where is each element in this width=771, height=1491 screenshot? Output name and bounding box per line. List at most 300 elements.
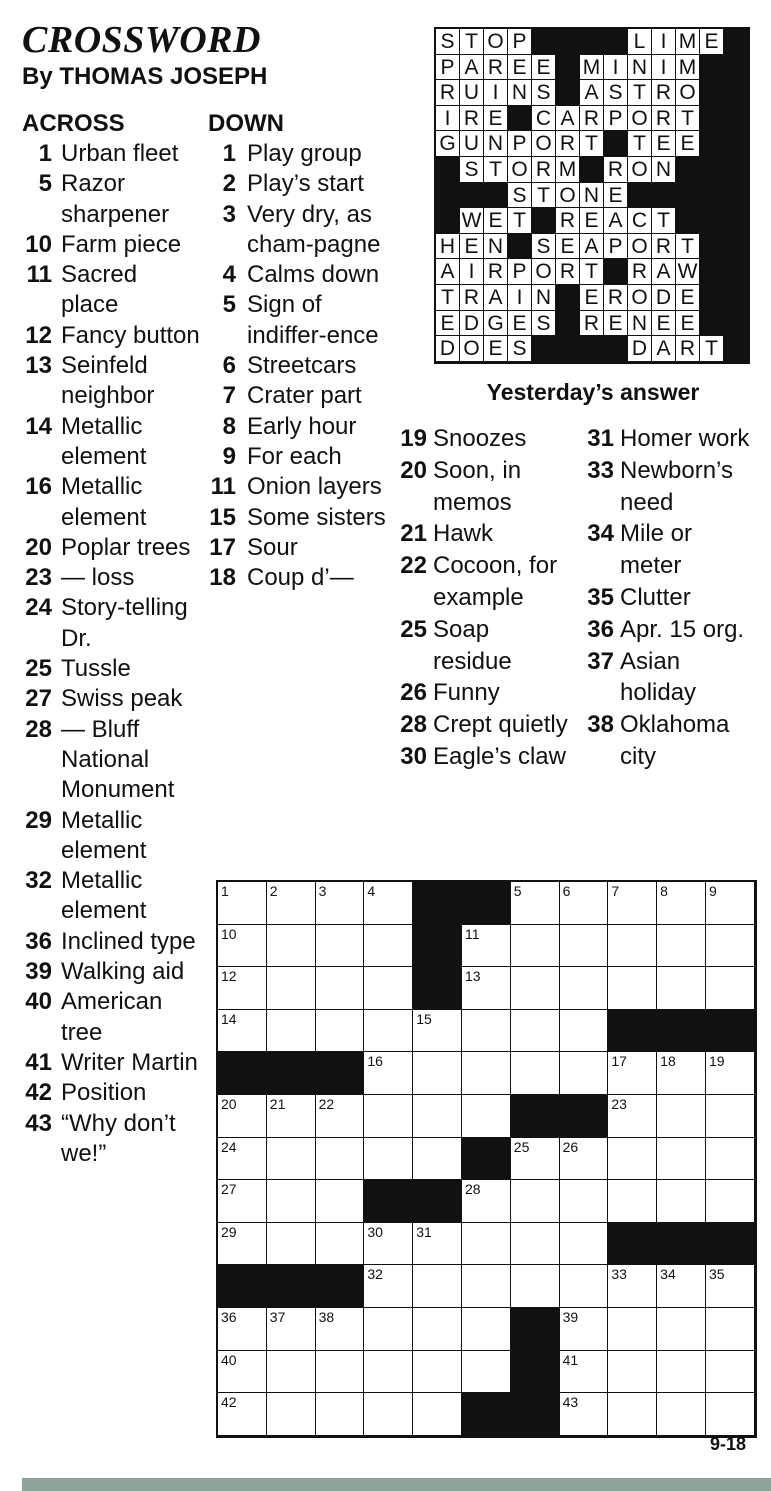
grid-cell[interactable] bbox=[267, 1095, 316, 1138]
grid-cell[interactable] bbox=[316, 1010, 365, 1053]
clue-number: 15 bbox=[209, 503, 236, 531]
grid-cell[interactable] bbox=[608, 882, 657, 925]
grid-cell[interactable] bbox=[218, 1223, 267, 1266]
answer-block-cell bbox=[724, 285, 748, 311]
answer-block-cell bbox=[700, 259, 724, 285]
grid-cell[interactable] bbox=[706, 1265, 755, 1308]
grid-cell[interactable] bbox=[364, 882, 413, 925]
grid-cell[interactable] bbox=[364, 1308, 413, 1351]
clue-number: 6 bbox=[222, 352, 236, 380]
grid-cell[interactable] bbox=[608, 1393, 657, 1436]
answer-letter-cell: O bbox=[628, 285, 652, 311]
clue-item bbox=[580, 614, 760, 646]
answer-letter-cell: T bbox=[700, 336, 724, 362]
clue-item bbox=[208, 533, 388, 563]
answer-block-cell bbox=[700, 157, 724, 183]
grid-cell[interactable] bbox=[267, 1223, 316, 1266]
clue-item bbox=[208, 200, 388, 261]
answer-letter-cell: D bbox=[628, 336, 652, 362]
clue-item bbox=[580, 518, 760, 582]
clue-item bbox=[208, 290, 388, 351]
down-clue-list-continued-2 bbox=[580, 423, 760, 773]
clue-number: 1 bbox=[38, 140, 52, 167]
answer-letter-cell: T bbox=[628, 131, 652, 157]
grid-cell[interactable] bbox=[560, 1052, 609, 1095]
answer-block-cell bbox=[700, 55, 724, 81]
grid-cell[interactable] bbox=[267, 882, 316, 925]
cell-number: 42 bbox=[221, 1394, 237, 1411]
clue-text: Very dry, as cham-pagne bbox=[247, 200, 381, 258]
grid-cell[interactable] bbox=[657, 1180, 706, 1223]
answer-block-cell bbox=[460, 183, 484, 209]
grid-cell[interactable] bbox=[462, 1095, 511, 1138]
clue-number: 3 bbox=[222, 200, 236, 228]
clue-text: Walking aid bbox=[61, 958, 185, 986]
clue-text: Eagle’s claw bbox=[433, 742, 566, 770]
grid-cell[interactable] bbox=[608, 1265, 657, 1308]
grid-cell[interactable] bbox=[267, 1010, 316, 1053]
grid-cell[interactable] bbox=[608, 1351, 657, 1394]
answer-letter-cell: O bbox=[676, 80, 700, 106]
cell-number: 18 bbox=[660, 1053, 676, 1070]
grid-cell[interactable] bbox=[267, 1180, 316, 1223]
grid-cell[interactable] bbox=[706, 1180, 755, 1223]
answer-letter-cell: N bbox=[628, 55, 652, 81]
answer-letter-cell: E bbox=[652, 311, 676, 337]
clue-number: 19 bbox=[400, 425, 427, 452]
clue-text: Tussle bbox=[61, 655, 131, 683]
answer-letter-cell: D bbox=[652, 285, 676, 311]
grid-cell[interactable] bbox=[462, 1010, 511, 1053]
answer-letter-cell: A bbox=[484, 285, 508, 311]
grid-cell[interactable] bbox=[316, 1223, 365, 1266]
grid-cell[interactable] bbox=[511, 1052, 560, 1095]
clue-number: 5 bbox=[38, 170, 52, 198]
grid-cell[interactable] bbox=[657, 1095, 706, 1138]
answer-letter-cell: D bbox=[460, 311, 484, 337]
grid-cell[interactable] bbox=[364, 967, 413, 1010]
answer-letter-cell: A bbox=[604, 208, 628, 234]
answer-letter-cell: W bbox=[676, 259, 700, 285]
grid-cell[interactable] bbox=[316, 1393, 365, 1436]
clue-item bbox=[22, 715, 200, 806]
grid-block-cell bbox=[511, 1308, 560, 1351]
grid-cell[interactable] bbox=[218, 1308, 267, 1351]
date-code: 9-18 bbox=[709, 1434, 746, 1454]
grid-cell[interactable] bbox=[657, 1393, 706, 1436]
clue-number: 7 bbox=[222, 382, 236, 410]
grid-cell[interactable] bbox=[560, 882, 609, 925]
answer-letter-cell: L bbox=[628, 29, 652, 55]
grid-cell[interactable] bbox=[560, 925, 609, 968]
clue-text: Streetcars bbox=[247, 352, 357, 380]
grid-cell[interactable] bbox=[218, 1095, 267, 1138]
grid-cell[interactable] bbox=[608, 1180, 657, 1223]
clue-text: Sour bbox=[247, 533, 298, 561]
grid-cell[interactable] bbox=[218, 967, 267, 1010]
grid-cell[interactable] bbox=[462, 925, 511, 968]
grid-cell[interactable] bbox=[413, 1052, 462, 1095]
clue-text: Metallic element bbox=[61, 473, 147, 531]
grid-cell[interactable] bbox=[462, 1351, 511, 1394]
cell-number: 11 bbox=[464, 925, 480, 942]
grid-cell[interactable] bbox=[218, 1010, 267, 1053]
answer-letter-cell: R bbox=[604, 285, 628, 311]
grid-cell[interactable] bbox=[706, 1052, 755, 1095]
answer-letter-cell: W bbox=[460, 208, 484, 234]
answer-letter-cell: T bbox=[676, 234, 700, 260]
clue-number: 4 bbox=[222, 261, 236, 289]
clue-number: 37 bbox=[587, 647, 614, 675]
answer-letter-cell: R bbox=[580, 106, 604, 132]
grid-cell[interactable] bbox=[706, 1393, 755, 1436]
cell-number: 30 bbox=[367, 1223, 383, 1240]
grid-cell[interactable] bbox=[218, 925, 267, 968]
grid-cell[interactable] bbox=[364, 1393, 413, 1436]
answer-letter-cell: N bbox=[508, 80, 532, 106]
answer-block-cell bbox=[484, 183, 508, 209]
grid-cell[interactable] bbox=[657, 925, 706, 968]
grid-cell[interactable] bbox=[218, 1351, 267, 1394]
clue-number: 23 bbox=[25, 564, 52, 592]
answer-letter-cell: A bbox=[460, 55, 484, 81]
grid-cell[interactable] bbox=[316, 925, 365, 968]
clue-text: Swiss peak bbox=[61, 685, 183, 713]
answer-letter-cell: O bbox=[628, 106, 652, 132]
grid-block-cell bbox=[560, 1095, 609, 1138]
grid-cell[interactable] bbox=[511, 1180, 560, 1223]
grid-cell[interactable] bbox=[316, 1308, 365, 1351]
grid-cell[interactable] bbox=[413, 1223, 462, 1266]
answer-letter-cell: E bbox=[484, 106, 508, 132]
grid-cell[interactable] bbox=[218, 1393, 267, 1436]
answer-block-cell bbox=[532, 29, 556, 55]
answer-block-cell bbox=[556, 55, 580, 81]
answer-block-cell bbox=[580, 157, 604, 183]
answer-letter-cell: I bbox=[604, 55, 628, 81]
answer-block-cell bbox=[724, 336, 748, 362]
clue-item bbox=[22, 806, 200, 867]
clue-item bbox=[22, 1078, 200, 1108]
answer-letter-cell: R bbox=[628, 259, 652, 285]
grid-cell[interactable] bbox=[706, 1095, 755, 1138]
answer-letter-cell: N bbox=[532, 285, 556, 311]
clue-text: Sacred place bbox=[61, 261, 138, 319]
answer-letter-cell: O bbox=[532, 259, 556, 285]
grid-cell[interactable] bbox=[608, 1095, 657, 1138]
grid-cell[interactable] bbox=[267, 1351, 316, 1394]
answer-letter-cell: T bbox=[460, 29, 484, 55]
clue-item bbox=[22, 654, 200, 684]
answer-letter-cell: E bbox=[460, 234, 484, 260]
grid-cell[interactable] bbox=[462, 1180, 511, 1223]
clue-item bbox=[22, 230, 200, 260]
yesterdays-answer-grid bbox=[434, 27, 750, 364]
grid-cell[interactable] bbox=[267, 1308, 316, 1351]
answer-block-cell bbox=[676, 208, 700, 234]
answer-block-cell bbox=[724, 183, 748, 209]
grid-cell[interactable] bbox=[608, 925, 657, 968]
clue-item bbox=[393, 741, 573, 773]
answer-letter-cell: O bbox=[628, 157, 652, 183]
grid-cell[interactable] bbox=[560, 1010, 609, 1053]
answer-letter-cell: O bbox=[532, 131, 556, 157]
clue-number: 13 bbox=[25, 352, 52, 380]
grid-cell[interactable] bbox=[462, 1265, 511, 1308]
clue-number: 28 bbox=[400, 711, 427, 739]
answer-letter-cell: M bbox=[580, 55, 604, 81]
grid-cell[interactable] bbox=[511, 1138, 560, 1181]
grid-cell[interactable] bbox=[316, 1351, 365, 1394]
answer-letter-cell: T bbox=[484, 157, 508, 183]
clue-number: 10 bbox=[25, 230, 52, 258]
answer-letter-cell: T bbox=[508, 208, 532, 234]
cell-number: 12 bbox=[221, 968, 237, 985]
answer-block-cell bbox=[604, 131, 628, 157]
clue-number: 42 bbox=[25, 1079, 52, 1107]
grid-cell[interactable] bbox=[413, 1095, 462, 1138]
answer-block-cell bbox=[580, 336, 604, 362]
cell-number: 35 bbox=[708, 1266, 725, 1283]
clue-text: Some sisters bbox=[247, 503, 386, 531]
grid-cell[interactable] bbox=[511, 1223, 560, 1266]
grid-cell[interactable] bbox=[364, 1095, 413, 1138]
cell-number: 9 bbox=[708, 883, 717, 899]
answer-letter-cell: S bbox=[532, 234, 556, 260]
clue-item bbox=[580, 455, 760, 519]
grid-cell[interactable] bbox=[608, 1052, 657, 1095]
answer-letter-cell: R bbox=[460, 285, 484, 311]
cell-number: 6 bbox=[562, 883, 571, 899]
cell-number: 28 bbox=[464, 1181, 481, 1198]
grid-cell[interactable] bbox=[511, 925, 560, 968]
grid-cell[interactable] bbox=[364, 1351, 413, 1394]
grid-cell[interactable] bbox=[413, 1138, 462, 1181]
footer-bar bbox=[22, 1478, 771, 1491]
page-title: CROSSWORD bbox=[22, 19, 261, 61]
grid-cell[interactable] bbox=[511, 882, 560, 925]
clue-text: Newborn’s need bbox=[620, 456, 733, 516]
clue-item bbox=[208, 139, 388, 169]
answer-letter-cell: R bbox=[652, 80, 676, 106]
yesterdays-answer-caption: Yesterday’s answer bbox=[486, 379, 700, 405]
grid-cell[interactable] bbox=[560, 1138, 609, 1181]
clue-item bbox=[580, 423, 760, 455]
answer-letter-cell: T bbox=[676, 106, 700, 132]
grid-cell[interactable] bbox=[560, 1180, 609, 1223]
grid-cell[interactable] bbox=[608, 1308, 657, 1351]
answer-letter-cell: R bbox=[676, 336, 700, 362]
grid-cell[interactable] bbox=[560, 1223, 609, 1266]
grid-cell[interactable] bbox=[560, 967, 609, 1010]
grid-cell[interactable] bbox=[267, 925, 316, 968]
clue-text: Play group bbox=[247, 140, 362, 167]
clue-text: Soap residue bbox=[433, 615, 512, 675]
cell-number: 13 bbox=[464, 968, 481, 985]
answer-letter-cell: M bbox=[676, 29, 700, 55]
answer-letter-cell: U bbox=[460, 131, 484, 157]
grid-cell[interactable] bbox=[706, 1308, 755, 1351]
grid-block-cell bbox=[413, 925, 462, 968]
grid-cell[interactable] bbox=[462, 1308, 511, 1351]
clue-item bbox=[208, 381, 388, 411]
clue-text: Crater part bbox=[247, 382, 362, 410]
grid-cell[interactable] bbox=[560, 1265, 609, 1308]
clue-number: 24 bbox=[25, 594, 52, 622]
clue-number: 16 bbox=[25, 473, 52, 501]
grid-cell[interactable] bbox=[706, 967, 755, 1010]
answer-block-cell bbox=[700, 80, 724, 106]
answer-block-cell bbox=[700, 285, 724, 311]
grid-cell[interactable] bbox=[364, 1265, 413, 1308]
answer-letter-cell: E bbox=[580, 285, 604, 311]
grid-cell[interactable] bbox=[462, 1223, 511, 1266]
clue-number: 21 bbox=[400, 520, 427, 548]
down-heading: DOWN bbox=[208, 110, 284, 137]
clue-number: 30 bbox=[400, 742, 427, 770]
clue-number: 36 bbox=[587, 615, 614, 643]
clue-item bbox=[22, 412, 200, 473]
answer-letter-cell: E bbox=[484, 208, 508, 234]
answer-letter-cell: O bbox=[484, 29, 508, 55]
clue-number: 12 bbox=[25, 321, 52, 349]
cell-number: 2 bbox=[269, 883, 278, 899]
answer-letter-cell: E bbox=[580, 208, 604, 234]
answer-block-cell bbox=[724, 106, 748, 132]
grid-cell[interactable] bbox=[316, 1138, 365, 1181]
grid-cell[interactable] bbox=[657, 1308, 706, 1351]
answer-block-cell bbox=[628, 183, 652, 209]
answer-letter-cell: A bbox=[436, 259, 460, 285]
grid-cell[interactable] bbox=[657, 882, 706, 925]
grid-cell[interactable] bbox=[364, 1223, 413, 1266]
clue-text: Early hour bbox=[247, 412, 357, 440]
grid-cell[interactable] bbox=[413, 1265, 462, 1308]
answer-letter-cell: O bbox=[460, 336, 484, 362]
grid-cell[interactable] bbox=[413, 1393, 462, 1436]
cell-number: 3 bbox=[318, 883, 327, 899]
grid-cell[interactable] bbox=[316, 967, 365, 1010]
cell-number: 31 bbox=[416, 1223, 432, 1240]
clue-number: 20 bbox=[25, 533, 52, 561]
answer-letter-cell: G bbox=[484, 311, 508, 337]
answer-block-cell bbox=[700, 183, 724, 209]
cell-number: 25 bbox=[513, 1138, 530, 1155]
clue-text: Sign of indiffer-ence bbox=[247, 291, 379, 349]
answer-block-cell bbox=[556, 311, 580, 337]
grid-cell[interactable] bbox=[511, 967, 560, 1010]
grid-cell[interactable] bbox=[657, 1052, 706, 1095]
grid-cell[interactable] bbox=[706, 882, 755, 925]
grid-cell[interactable] bbox=[267, 1138, 316, 1181]
cell-number: 29 bbox=[221, 1223, 237, 1240]
clue-item bbox=[22, 260, 200, 321]
clue-item bbox=[22, 987, 200, 1048]
clue-item bbox=[208, 169, 388, 199]
cell-number: 14 bbox=[221, 1010, 237, 1027]
grid-cell[interactable] bbox=[218, 882, 267, 925]
grid-cell[interactable] bbox=[560, 1393, 609, 1436]
grid-cell[interactable] bbox=[413, 1308, 462, 1351]
grid-cell[interactable] bbox=[608, 967, 657, 1010]
grid-cell[interactable] bbox=[657, 1351, 706, 1394]
grid-cell[interactable] bbox=[316, 1095, 365, 1138]
grid-cell[interactable] bbox=[511, 1265, 560, 1308]
answer-letter-cell: I bbox=[484, 80, 508, 106]
cell-number: 15 bbox=[416, 1010, 432, 1027]
answer-letter-cell: E bbox=[556, 234, 580, 260]
grid-block-cell bbox=[706, 1223, 755, 1266]
answer-block-cell bbox=[532, 336, 556, 362]
grid-cell[interactable] bbox=[413, 1351, 462, 1394]
grid-cell[interactable] bbox=[462, 967, 511, 1010]
grid-cell[interactable] bbox=[706, 925, 755, 968]
grid-cell[interactable] bbox=[267, 1393, 316, 1436]
grid-block-cell bbox=[316, 1265, 365, 1308]
grid-cell[interactable] bbox=[560, 1308, 609, 1351]
grid-cell[interactable] bbox=[364, 1138, 413, 1181]
answer-letter-cell: T bbox=[436, 285, 460, 311]
grid-cell[interactable] bbox=[364, 1052, 413, 1095]
clue-text: Oklahoma city bbox=[620, 711, 730, 770]
grid-cell[interactable] bbox=[657, 1265, 706, 1308]
clue-text: Onion layers bbox=[247, 473, 382, 501]
grid-cell[interactable] bbox=[364, 1010, 413, 1053]
answer-letter-cell: T bbox=[580, 259, 604, 285]
clue-item bbox=[22, 927, 200, 957]
grid-cell[interactable] bbox=[218, 1180, 267, 1223]
clue-item bbox=[22, 593, 200, 654]
grid-cell[interactable] bbox=[364, 925, 413, 968]
grid-cell[interactable] bbox=[316, 882, 365, 925]
grid-cell[interactable] bbox=[511, 1010, 560, 1053]
grid-cell[interactable] bbox=[413, 1010, 462, 1053]
cell-number: 21 bbox=[269, 1095, 286, 1112]
answer-letter-cell: O bbox=[628, 234, 652, 260]
clue-text: Metallic element bbox=[61, 806, 147, 864]
grid-cell[interactable] bbox=[608, 1138, 657, 1181]
clue-number: 41 bbox=[25, 1048, 52, 1076]
grid-cell[interactable] bbox=[657, 967, 706, 1010]
clue-number: 25 bbox=[25, 655, 52, 683]
grid-cell[interactable] bbox=[657, 1138, 706, 1181]
answer-letter-cell: C bbox=[532, 106, 556, 132]
grid-cell[interactable] bbox=[316, 1180, 365, 1223]
grid-cell[interactable] bbox=[706, 1138, 755, 1181]
grid-cell[interactable] bbox=[560, 1351, 609, 1394]
answer-letter-cell: O bbox=[508, 157, 532, 183]
answer-block-cell bbox=[724, 259, 748, 285]
down-clue-list-continued bbox=[393, 423, 573, 773]
cell-number: 8 bbox=[660, 883, 668, 899]
clue-number: 25 bbox=[400, 615, 427, 643]
answer-letter-cell: R bbox=[556, 259, 580, 285]
grid-cell[interactable] bbox=[706, 1351, 755, 1394]
grid-block-cell bbox=[316, 1052, 365, 1095]
grid-cell[interactable] bbox=[462, 1052, 511, 1095]
clue-item bbox=[208, 563, 388, 593]
grid-cell[interactable] bbox=[267, 967, 316, 1010]
grid-block-cell bbox=[267, 1265, 316, 1308]
answer-letter-cell: E bbox=[676, 131, 700, 157]
answer-letter-cell: G bbox=[436, 131, 460, 157]
clue-text: Farm piece bbox=[61, 230, 182, 258]
answer-letter-cell: N bbox=[628, 311, 652, 337]
grid-block-cell bbox=[218, 1052, 267, 1095]
answer-letter-cell: M bbox=[556, 157, 580, 183]
grid-cell[interactable] bbox=[218, 1138, 267, 1181]
grid-block-cell bbox=[511, 1393, 560, 1436]
